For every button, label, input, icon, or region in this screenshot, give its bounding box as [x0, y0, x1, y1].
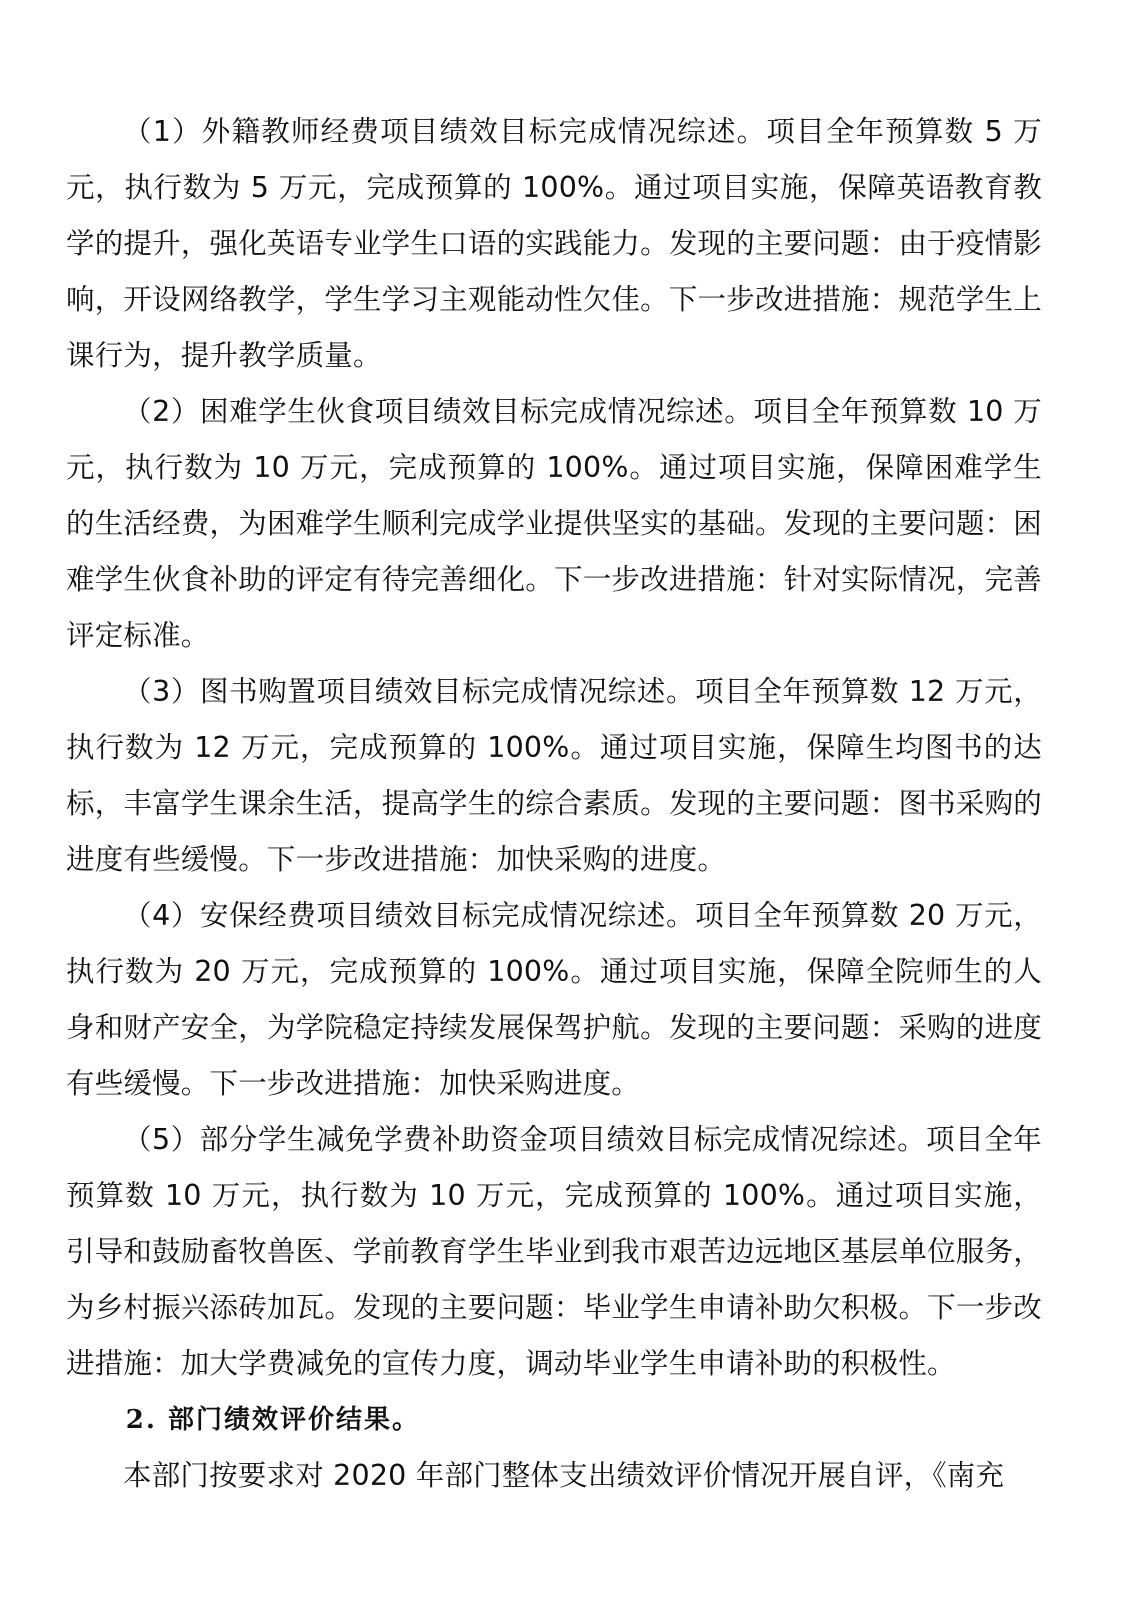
- section-heading: 2. 部门绩效评价结果。: [125, 1405, 420, 1435]
- paragraph-tuition-reduction: （5）部分学生减免学费补助资金项目绩效目标完成情况综述。项目全年预算数 10 万元，执行数为 10 万元，完成预算的 100%。通过项目实施，引导和鼓励畜牧兽医、学前教育学生毕业到我市艰苦边远地区基层单位服务，为乡村振兴添砖加瓦。发现的主要问题：毕业学生申请补助欠积极。下一步改进措施：加大学费减免的宣传力度，调动毕业学生申请补助的积极性。: [66, 1123, 1042, 1380]
- paragraph-needy-student-meals: （2）困难学生伙食项目绩效目标完成情况综述。项目全年预算数 10 万元，执行数为 10 万元，完成预算的 100%。通过项目实施，保障困难学生的生活经费，为困难学生顺利完成学业提供坚实的基础。发现的主要问题：困难学生伙食补助的评定有待完善细化。下一步改进措施：针对实际情况，完善评定标准。: [66, 395, 1042, 652]
- paragraph-foreign-teacher-funds: （1）外籍教师经费项目绩效目标完成情况综述。项目全年预算数 5 万元，执行数为 5 万元，完成预算的 100%。通过项目实施，保障英语教育教学的提升，强化英语专业学生口语的实践能力。发现的主要问题：由于疫情影响，开设网络教学，学生学习主观能动性欠佳。下一步改进措施：规范学生上课行为，提升教学质量。: [66, 115, 1042, 372]
- document-page: [66, 104, 1042, 1504]
- paragraph-self-evaluation: 本部门按要求对 2020 年部门整体支出绩效评价情况开展自评，《南充: [123, 1459, 1005, 1492]
- paragraph-security-funds: （4）安保经费项目绩效目标完成情况综述。项目全年预算数 20 万元，执行数为 20 万元，完成预算的 100%。通过项目实施，保障全院师生的人身和财产安全，为学院稳定持续发展保驾护航。发现的主要问题：采购的进度有些缓慢。下一步改进措施：加快采购进度。: [66, 899, 1042, 1100]
- paragraph-book-purchase: （3）图书购置项目绩效目标完成情况综述。项目全年预算数 12 万元，执行数为 12 万元，完成预算的 100%。通过项目实施，保障生均图书的达标，丰富学生课余生活，提高学生的综合素质。发现的主要问题：图书采购的进度有些缓慢。下一步改进措施：加快采购的进度。: [66, 675, 1042, 876]
